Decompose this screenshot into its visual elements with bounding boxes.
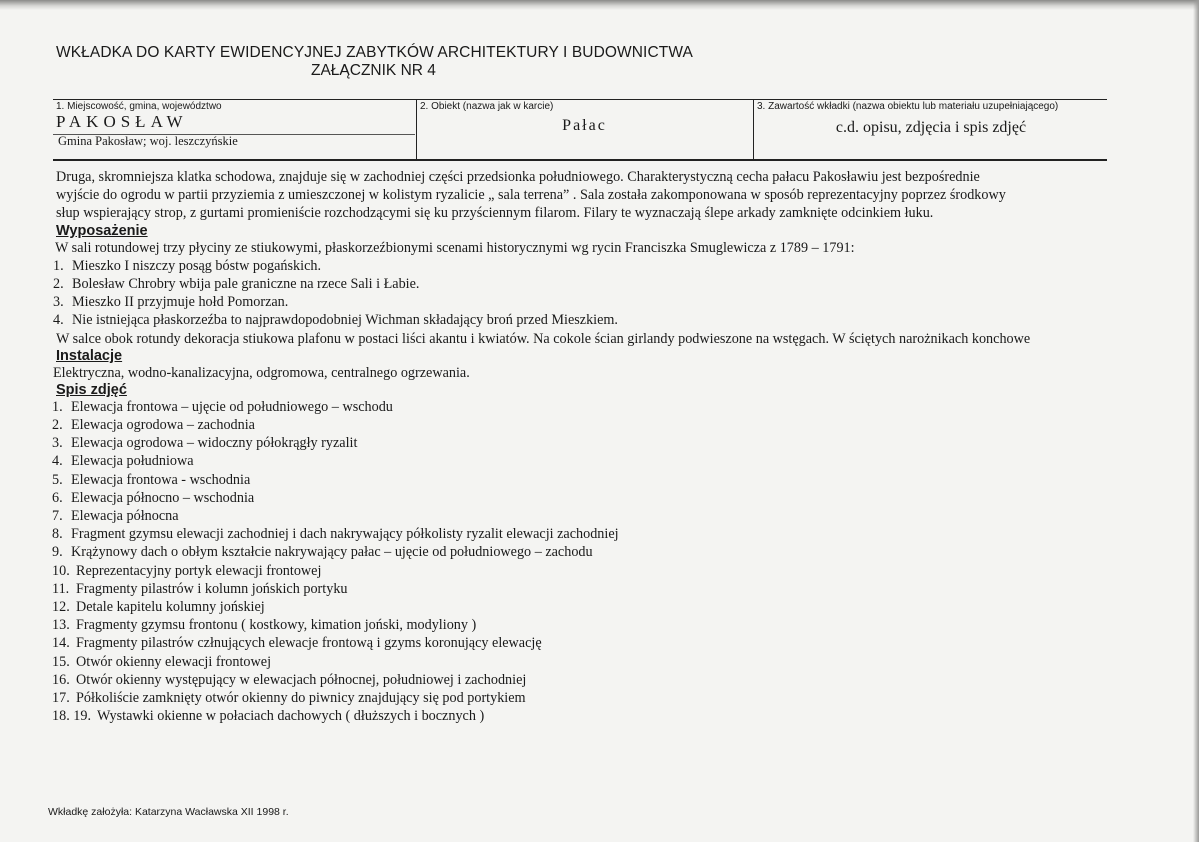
instalacje-text: Elektryczna, wodno-kanalizacyjna, odgromowa, centralnego ogrzewania.	[53, 364, 470, 381]
list-item-text: Krążynowy dach o obłym kształcie nakrywający pałac – ujęcie od południowego – zachodu	[71, 544, 593, 561]
list-item: 3. Mieszko II przyjmuje hołd Pomorzan.	[53, 294, 289, 311]
field-contents-label: 3. Zawartość wkładki (nazwa obiektu lub materiału uzupełniającego)	[757, 101, 1059, 112]
list-item-text: Otwór okienny występujący w elewacjach północnej, południowej i zachodniej	[76, 671, 527, 688]
list-item	[52, 434, 1146, 452]
list-item: 4. Nie istniejąca płaskorzeźba to najprawdopodobniej Wichman składający broń przed Mieszkiem.	[53, 312, 618, 329]
list-item-text: Elewacja ogrodowa – widoczny półokrągły ryzalit	[71, 435, 358, 452]
list-item-number: 8.	[52, 526, 63, 543]
field-location-sub: Gmina Pakosław; woj. leszczyńskie	[58, 134, 238, 148]
field-location	[53, 100, 415, 159]
section-heading-spis-zdjec: Spis zdjęć	[56, 381, 127, 398]
wyposazenie-outro: W salce obok rotundy dekoracja stiukowa plafonu w postaci liści akantu i kwiatów. Na cokole ścian girlandy podwieszone na wstęgach. W ściętych narożnikach konchowe	[56, 330, 1031, 347]
list-item-number: 18. 19.	[52, 708, 92, 725]
list-item	[52, 671, 1146, 689]
list-item	[52, 689, 1146, 707]
list-item-text: Półkoliście zamknięty otwór okienny do piwnicy znajdujący się pod portykiem	[76, 689, 526, 706]
section-heading-instalacje: Instalacje	[56, 347, 123, 364]
list-item: 1. Mieszko I niszczy posąg bóstw pogańskich.	[53, 257, 322, 274]
list-item-text: Fragment gzymsu elewacji zachodniej i dach nakrywający półkolisty ryzalit elewacji zachodniej	[71, 526, 619, 543]
list-item	[52, 398, 1146, 416]
list-item-number: 12.	[52, 598, 70, 615]
list-item	[52, 489, 1146, 507]
list-item-number: 16.	[52, 671, 70, 688]
list-item-text: Elewacja północno – wschodnia	[71, 489, 255, 506]
field-location-value: PAKOSŁAW	[56, 112, 188, 131]
list-item-text: Elewacja frontowa - wschodnia	[71, 471, 251, 488]
list-item-number: 17.	[52, 689, 70, 706]
field-object	[416, 100, 752, 159]
intro-line: wyjście do ogrodu w partii przyziemia z umieszczonej w kolistym ryzalicie „ sala terrena” . Sala została zakomponowana w sposób reprezentacyjny poprzez środkowy	[56, 187, 1006, 204]
list-item-number: 6.	[52, 489, 63, 506]
document-title: WKŁADKA DO KARTY EWIDENCYJNEJ ZABYTKÓW ARCHITEKTURY I BUDOWNICTWA	[56, 44, 693, 61]
field-contents-value: c.d. opisu, zdjęcia i spis zdjęć	[835, 119, 1027, 136]
list-item-number: 15.	[52, 653, 70, 670]
list-item	[52, 707, 1146, 725]
list-item-text: Elewacja północna	[71, 508, 179, 524]
list-item-number: 11.	[52, 580, 70, 597]
list-item	[52, 452, 1146, 470]
list-item-number: 7.	[52, 508, 63, 524]
list-item-number: 14.	[52, 635, 70, 652]
list-item-text: Detale kapitelu kolumny jońskiej	[76, 598, 265, 615]
scan-edge-top	[0, 0, 1199, 10]
list-item	[52, 471, 1146, 489]
list-item-text: Reprezentacyjny portyk elewacji frontowej	[76, 562, 322, 579]
wyposazenie-intro: W sali rotundowej trzy płyciny ze stiukowymi, płaskorzeźbionymi scenami historycznymi wg rycin Franciszka Smuglewicza z 1789 – 1791:	[55, 239, 855, 256]
list-item-number: 10.	[52, 562, 70, 579]
list-item-text: Otwór okienny elewacji frontowej	[76, 653, 272, 670]
field-contents	[753, 100, 1108, 159]
list-item	[52, 598, 1146, 616]
list-item	[52, 653, 1146, 671]
list-item	[52, 525, 1146, 543]
document-body	[52, 168, 1146, 725]
list-item-number: 4.	[52, 453, 63, 470]
list-item-number: 2.	[52, 417, 63, 434]
list-item-number: 5.	[52, 471, 63, 488]
list-item: 2. Bolesław Chrobry wbija pale graniczne na rzece Sali i Łabie.	[53, 275, 420, 292]
photo-list	[52, 398, 1146, 725]
intro-line: słup wspierający strop, z gurtami promieniście rozchodzącymi się ku przyściennym filarom. Filary te wyznaczają ślepe arkady zamknięte odcinkiem łuku.	[56, 205, 934, 222]
list-item-number: 1.	[52, 398, 63, 415]
list-item-text: Fragmenty pilastrów człnujących elewacje frontową i gzyms koronujący elewację	[76, 635, 542, 652]
intro-line: Druga, skromniejsza klatka schodowa, znajduje się w zachodniej części przedsionka południowego. Charakterystyczną cecha pałacu Pakosławiu jest bezpośrednie	[56, 169, 980, 185]
field-object-label: 2. Obiekt (nazwa jak w karcie)	[420, 101, 554, 112]
list-item-text: Fragmenty pilastrów i kolumn jońskich portyku	[76, 580, 348, 597]
list-item-text: Fragmenty gzymsu frontonu ( kostkowy, kimation joński, modyliony )	[76, 617, 477, 634]
list-item-number: 9.	[52, 544, 63, 561]
list-item	[52, 634, 1146, 652]
list-item-text: Elewacja południowa	[71, 453, 194, 470]
list-item-text: Wystawki okienne w połaciach dachowych ( dłuższych i bocznych )	[97, 708, 485, 725]
footer-author: Wkładkę założyła: Katarzyna Wacławska XII 1998 r.	[48, 806, 289, 818]
list-item	[52, 543, 1146, 561]
list-item-number: 3.	[52, 435, 63, 452]
section-heading-wyposazenie: Wyposażenie	[56, 222, 148, 239]
header-form-table	[53, 99, 1107, 161]
list-item	[52, 416, 1146, 434]
list-item-number: 13.	[52, 617, 70, 634]
field-object-value: Pałac	[562, 117, 607, 134]
list-item	[52, 580, 1146, 598]
list-item	[52, 616, 1146, 634]
list-item-text: Elewacja ogrodowa – zachodnia	[71, 417, 255, 434]
document-subtitle: ZAŁĄCZNIK NR 4	[311, 62, 436, 79]
list-item	[52, 507, 1146, 525]
list-item	[52, 562, 1146, 580]
field-location-label: 1. Miejscowość, gmina, województwo	[56, 101, 222, 112]
scan-edge-right	[1193, 0, 1199, 842]
list-item-text: Elewacja frontowa – ujęcie od południowego – wschodu	[71, 398, 393, 415]
